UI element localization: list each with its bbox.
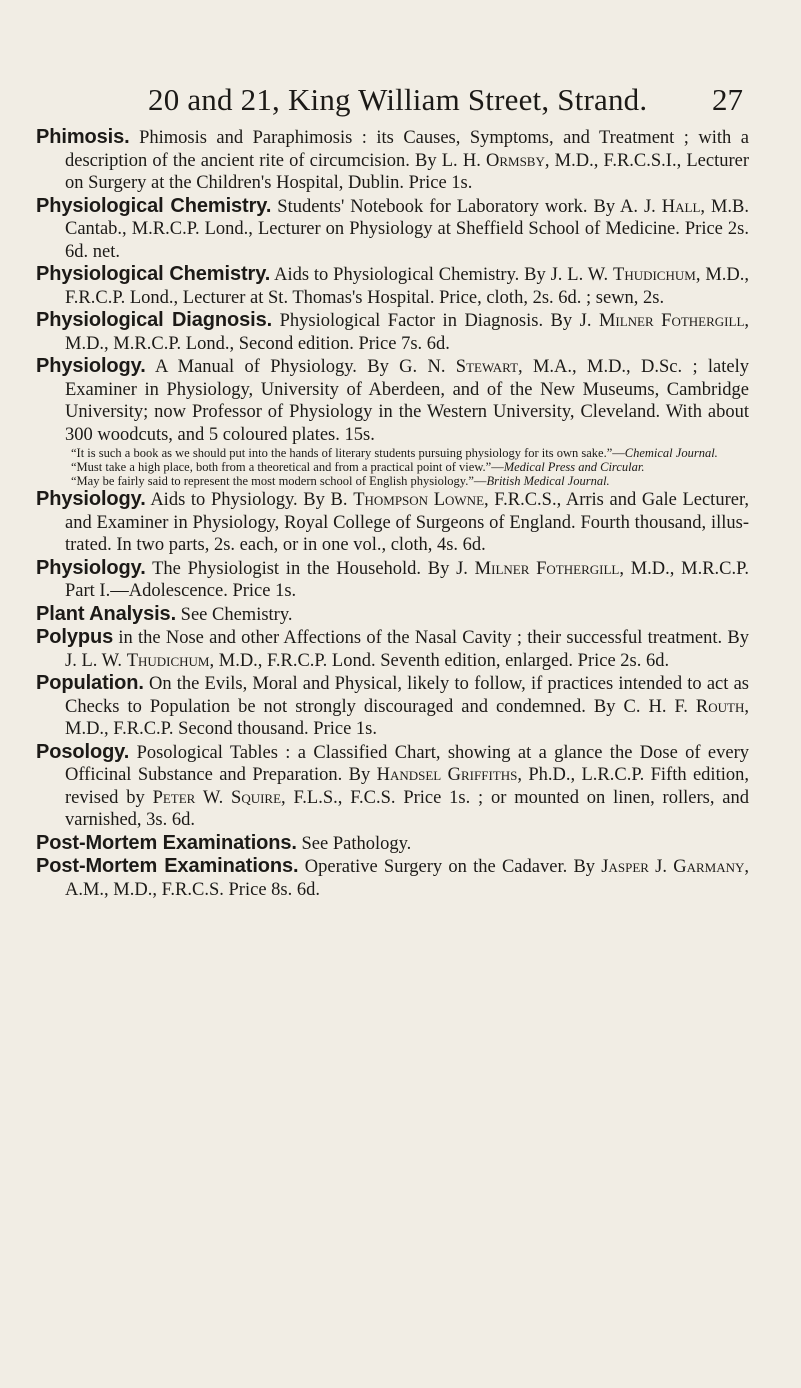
catalogue-entry [36, 557, 749, 603]
entry-text: , M.D., F.R.C.P. Lond. Seventh edition, enlarged. Price 2s. 6d. [209, 650, 670, 671]
entry-heading: Post-Mortem Examinations. [36, 831, 297, 854]
quote-source: Medical Press and Circular. [503, 460, 645, 474]
catalogue-entry [36, 855, 749, 901]
entry-text: , M.A., M.D., D.Sc. ; lately Examiner in Physiology, University of Aberdeen, and of the New Museums, Cambridge University; now Professor of Physiology in the Western University, Cleveland. With about 300 woodcuts, and 5 coloured plates. 15s. [65, 357, 750, 445]
catalogue-entry [36, 488, 749, 557]
entry-text: in the Nose and other Affections of the Nasal Cavity ; their successful treatment. By J. L. W. [65, 628, 750, 671]
entry-heading: Plant Analysis. [36, 602, 177, 625]
catalogue-entries [36, 126, 749, 901]
entry-text: Aids to Physiological Chemistry. By J. L. W. [274, 265, 614, 285]
entry-heading: Polypus [36, 626, 114, 648]
catalogue-entry [36, 263, 749, 309]
entry-text: Students' Notebook for Laboratory work. By A. J. [277, 196, 662, 217]
entry-heading: Physiology. [36, 355, 146, 377]
quote-text: “Must take a high place, both from a theoretical and from a practical point of view.”— [71, 460, 504, 474]
entry-author-name: Routh [695, 696, 745, 717]
entry-text: , A.M., M.D., F.R.C.S. Price 8s. 6d. [65, 857, 749, 900]
entry-author-name: Stewart [455, 357, 519, 377]
entry-text: , M.B. Cantab., M.R.C.P. Lond., Lecturer on Physiology at Sheffield School of Medicine. Price 2s. 6d. net. [65, 196, 750, 262]
entry-heading: Phimosis. [36, 126, 130, 148]
quote-source: British Medical Journal. [486, 474, 610, 488]
entry-heading: Physiological Diagnosis. [36, 309, 273, 331]
entry-heading: Post-Mortem Examinations. [36, 855, 299, 877]
quote-text: “May be fairly said to represent the most modern school of English physiology.”— [71, 474, 487, 488]
entry-text: See Pathology. [301, 833, 412, 854]
entry-heading: Physiology. [36, 556, 146, 579]
entry-author-name: Jasper J. Garmany [601, 857, 745, 877]
entry-text: See Chemistry. [180, 604, 293, 625]
entry-author-name: Peter W. Squire [152, 787, 282, 808]
entry-text: , F.L.S., F.C.S. Price 1s. ; or mounted on linen, rollers, and varnished, 3s. 6d. [65, 787, 749, 830]
page-number: 27 [712, 82, 743, 117]
entry-text: Aids to Physiology. By B. [150, 490, 354, 510]
catalogue-entry [36, 355, 749, 446]
entry-heading: Population. [36, 672, 144, 694]
entry-author-name: Hall [661, 196, 701, 217]
entry-author-name: Ormsby [485, 150, 545, 171]
catalogue-entry [36, 309, 749, 355]
catalogue-entry [36, 832, 749, 856]
entry-author-name: Milner Fothergill [598, 311, 745, 331]
entry-text: Phimosis and Paraphimosis : its Causes, Symptoms, and Treatment ; with a description of the ancient rite of circumcision. By L. H. [65, 128, 749, 171]
entry-author-name: Handsel Griffiths [376, 765, 518, 785]
entry-text: , M.D., F.R.C.S.I., Lecturer on Surgery at the Children's Hospital, Dublin. Price 1s. [65, 150, 749, 193]
entry-author-name: Thudichum [613, 265, 696, 285]
entry-text: The Physiologist in the Household. By J. [152, 558, 475, 579]
quote-source: Chemical Journal. [624, 446, 718, 460]
entry-text: , M.D., F.R.C.P. Second thousand. Price 1s. [65, 696, 749, 739]
review-quote [65, 446, 749, 460]
quote-text: “It is such a book as we should put into the hands of literary students pursuing physiology for its own sake.”— [71, 446, 625, 460]
entry-text: On the Evils, Moral and Physical, likely to follow, if practices intended to act as Checks to Population be not strongly discouraged and condemned. By C. H. F. [65, 674, 749, 717]
entry-text: , M.D., M.R.C.P. Part I.—Adolescence. Price 1s. [65, 558, 749, 601]
entry-heading: Posology. [36, 740, 130, 763]
entry-author-name: Milner Fothergill [474, 558, 620, 579]
entry-heading: Physiological Chemistry. [36, 263, 271, 285]
entry-text: , M.D., M.R.C.P. Lond., Second edition. Price 7s. 6d. [65, 311, 750, 354]
catalogue-entry [36, 626, 749, 672]
entry-author-name: Thudichum [126, 650, 210, 671]
entry-author-name: Thompson Lowne [353, 490, 485, 510]
running-title: 20 and 21, King William Street, Strand. [148, 82, 648, 117]
catalogue-entry [36, 126, 749, 195]
review-quote [65, 460, 749, 474]
catalogue-entry [36, 741, 749, 832]
entry-text: , F.R.C.S., Arris and Gale Lecturer, and Examiner in Physiology, Royal College of Surgeons of England. Fourth thousand, illustrated. In two parts, 2s. each, or in one vol., cloth, 4s. 6d. [65, 490, 749, 555]
entry-heading: Physiological Chemistry. [36, 194, 272, 217]
review-quote [65, 474, 749, 488]
catalogue-entry [36, 672, 749, 741]
entry-heading: Physiology. [36, 488, 146, 510]
entry-text: Operative Surgery on the Cadaver. By [304, 857, 602, 877]
entry-text: A Manual of Physiology. By G. N. [154, 357, 456, 377]
review-quotes [36, 446, 749, 488]
entry-text: , M.D., F.R.C.P. Lond., Lecturer at St. Thomas's Hospital. Price, cloth, 2s. 6d. ; sewn, 2s. [65, 265, 750, 308]
running-head [0, 82, 801, 122]
catalogue-entry [36, 603, 749, 627]
entry-text: Physiological Factor in Diagnosis. By J. [279, 311, 599, 331]
entry-text: , Ph.D., L.R.C.P. Fifth edition, revised by [65, 765, 749, 808]
entry-text: Posological Tables : a Classified Chart, showing at a glance the Dose of every Officinal Substance and Preparation. By [65, 742, 749, 785]
catalogue-entry [36, 195, 749, 264]
